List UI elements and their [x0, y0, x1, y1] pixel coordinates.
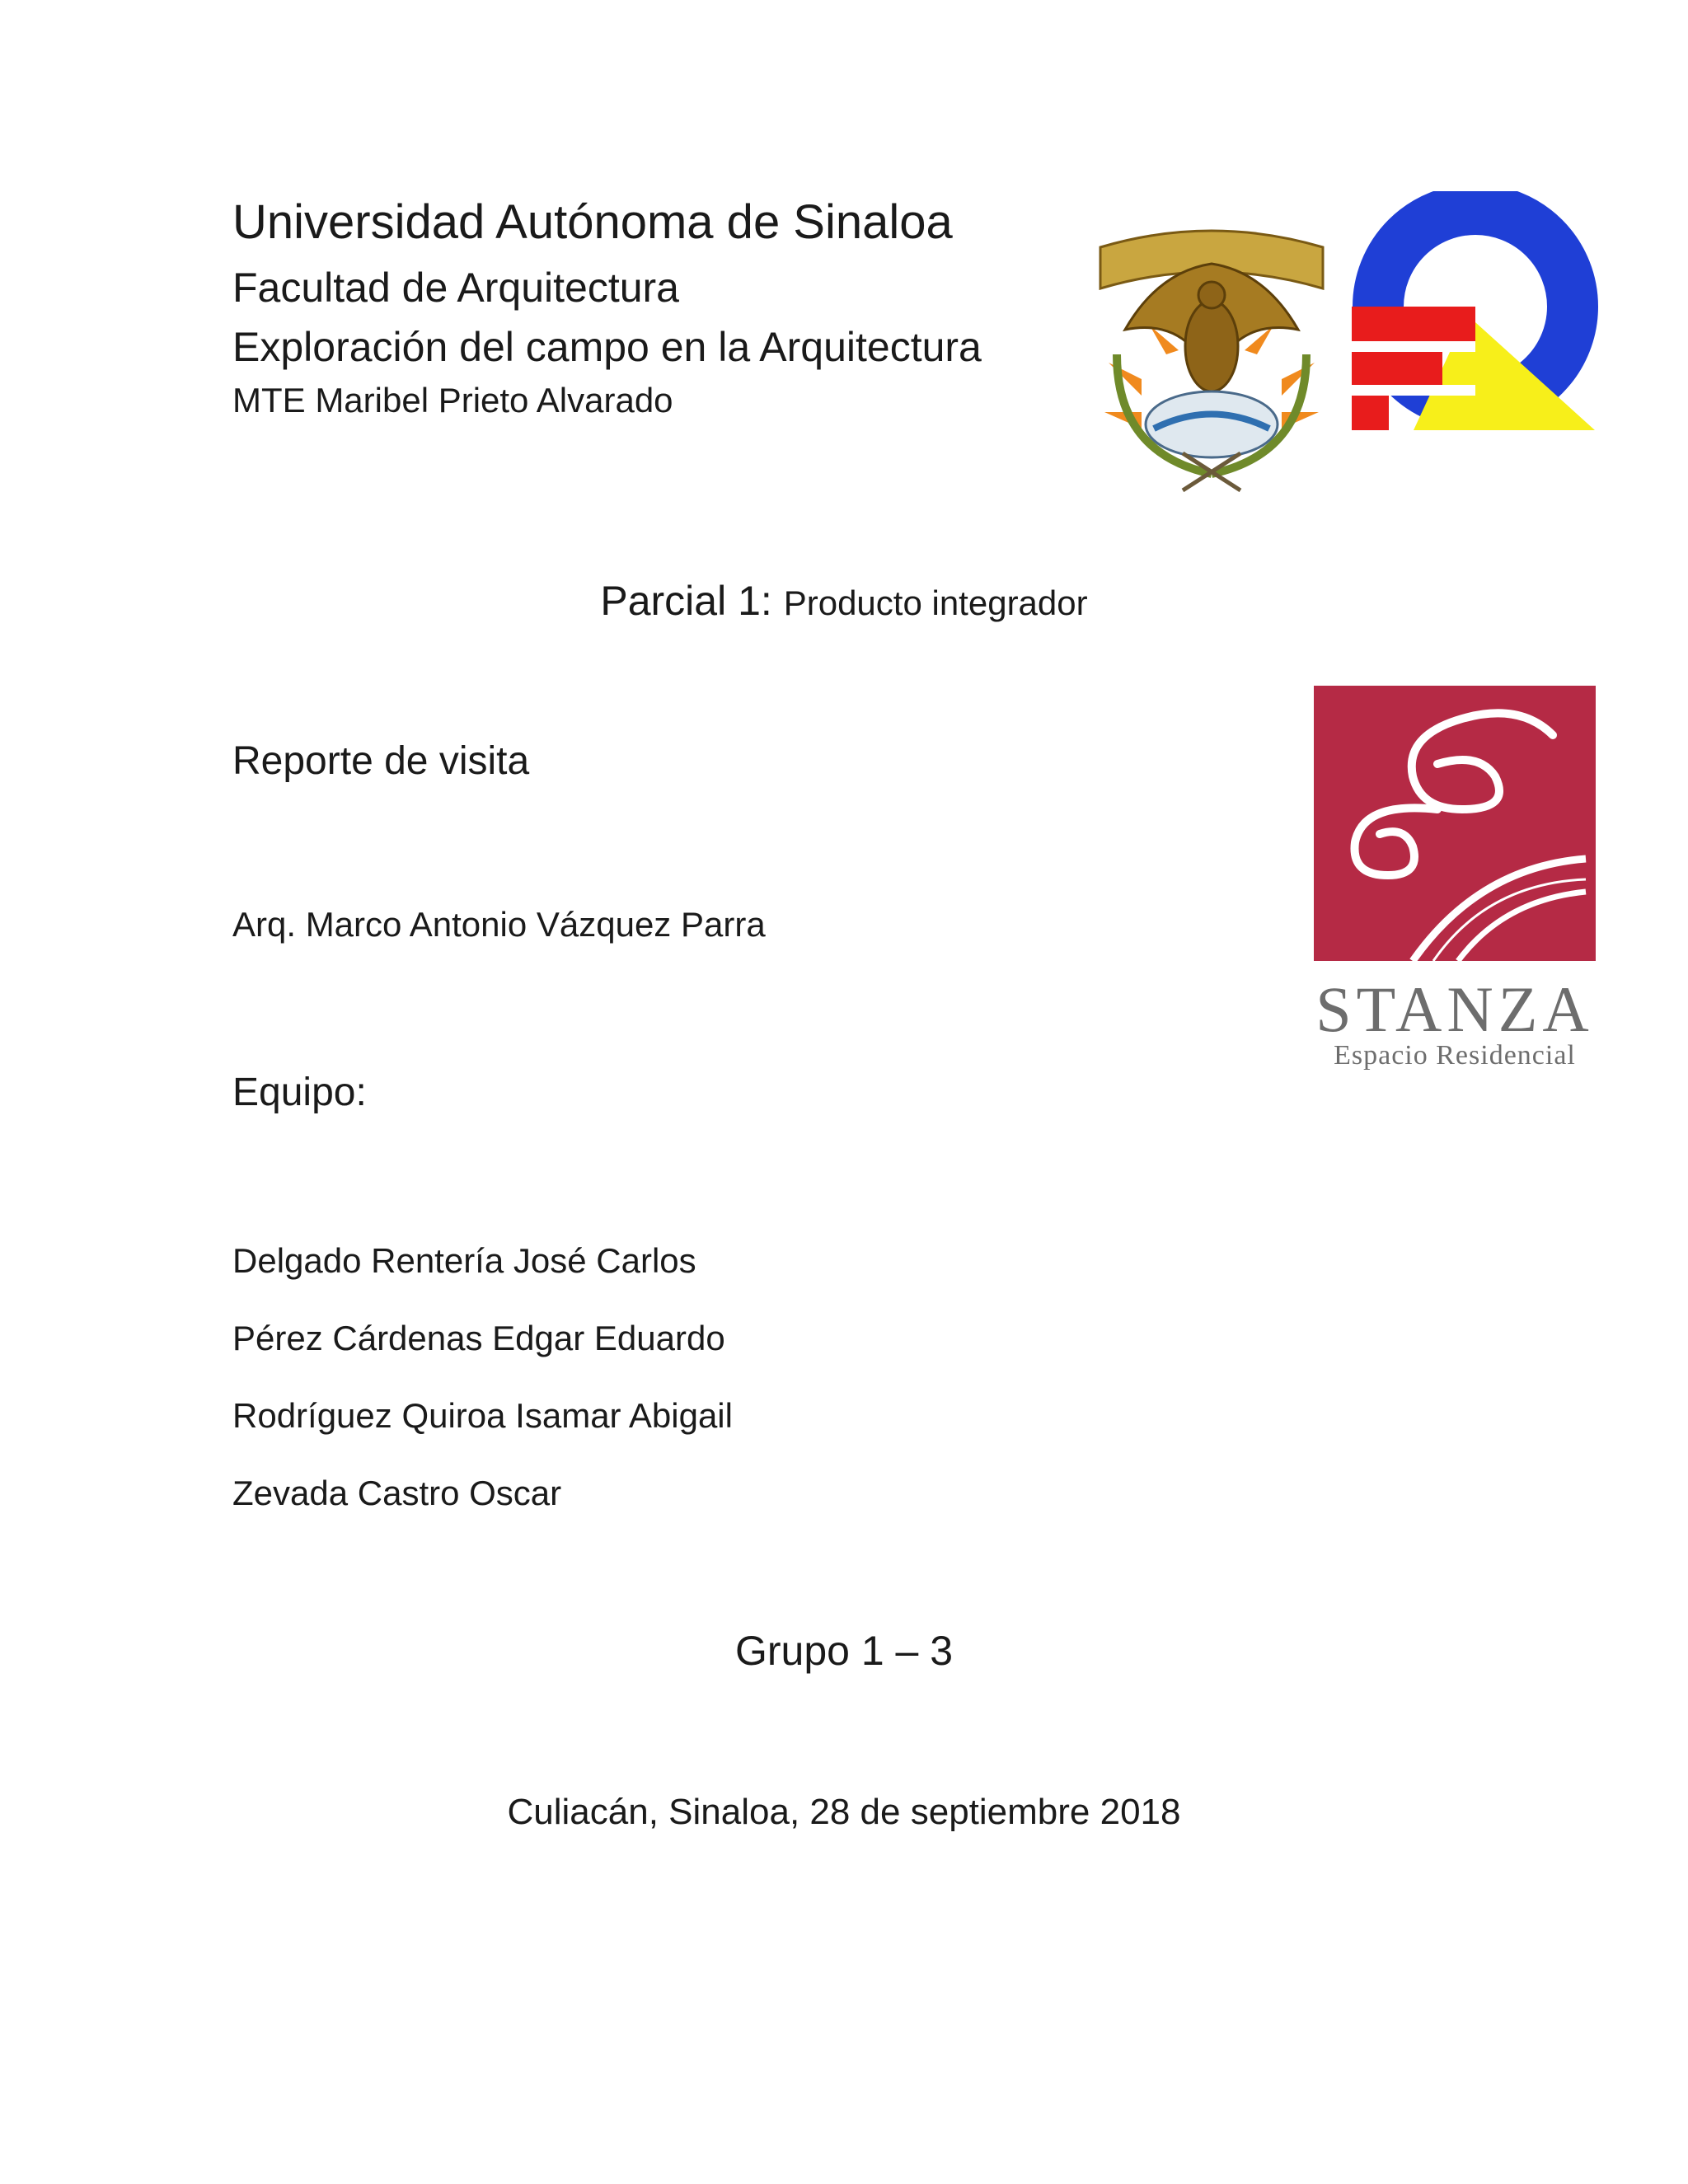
team-member: Zevada Castro Oscar — [232, 1474, 562, 1512]
university-crest-logo — [1092, 190, 1331, 494]
team-member: Pérez Cárdenas Edgar Eduardo — [232, 1319, 725, 1357]
partial-title — [0, 577, 1688, 625]
teacher-name: MTE Maribel Prieto Alvarado — [232, 381, 673, 419]
team-label: Equipo: — [232, 1071, 367, 1114]
stanza-logo-box — [1314, 686, 1596, 961]
place-date: Culiacán, Sinaloa, 28 de septiembre 2018 — [507, 1792, 1181, 1832]
product-label: Producto integrador — [783, 583, 1088, 622]
stanza-name: STANZA — [1315, 973, 1594, 1045]
faculty-name: Facultad de Arquitectura — [232, 265, 679, 311]
architect-name: Arq. Marco Antonio Vázquez Parra — [232, 905, 766, 944]
course-name: Exploración del campo en la Arquitectura — [232, 324, 982, 370]
stanza-subtitle: Espacio Residencial — [1334, 1040, 1576, 1071]
university-name: Universidad Autónoma de Sinaloa — [232, 195, 953, 249]
faculty-logo — [1352, 191, 1599, 438]
report-heading: Reporte de visita — [232, 739, 530, 783]
group-label: Grupo 1 – 3 — [734, 1628, 954, 1674]
team-member: Rodríguez Quiroa Isamar Abigail — [232, 1396, 733, 1435]
team-member: Delgado Rentería José Carlos — [232, 1241, 696, 1280]
team-members — [232, 1236, 733, 1546]
stanza-s-icon — [1314, 686, 1596, 961]
partial-label: Parcial 1: — [600, 578, 772, 624]
